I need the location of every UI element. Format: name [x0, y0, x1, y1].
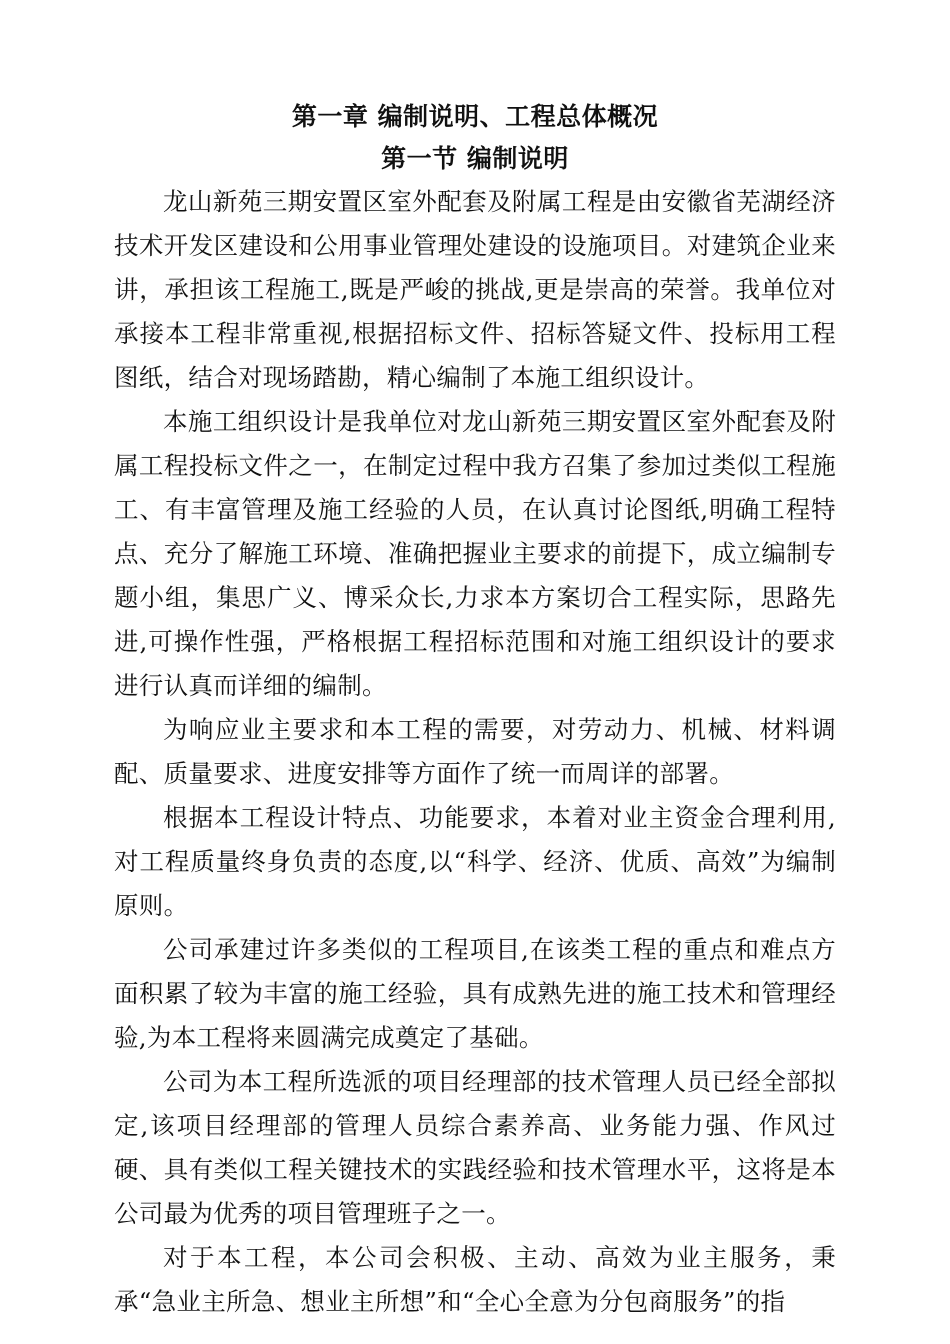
chapter-title: 第一章 编制说明、工程总体概况 — [291, 102, 659, 131]
paragraph-principles: 根据本工程设计特点、功能要求，本着对业主资金合理利用,对工程质量终身负责的态度,以“科学、经济、优质、高效”为编制原则。 — [114, 803, 836, 920]
paragraph-deployment: 为响应业主要求和本工程的需要，对劳动力、机械、材料调配、质量要求、进度安排等方面作了统一而周详的部署。 — [114, 715, 836, 788]
paragraph-design-process: 本施工组织设计是我单位对龙山新苑三期安置区室外配套及附属工程投标文件之一，在制定过程中我方召集了参加过类似工程施工、有丰富管理及施工经验的人员，在认真讨论图纸,明确工程特点、充分了解施工环境、准确把握业主要求的前提下，成立编制专题小组，集思广义、博采众长,力求本方案切合工程实际，思路先进,可操作性强，严格根据工程招标范围和对施工组织设计的要求进行认真而详细的编制。 — [114, 407, 836, 700]
paragraph-experience: 公司承建过许多类似的工程项目,在该类工程的重点和难点方面积累了较为丰富的施工经验，具有成熟先进的施工技术和管理经验,为本工程将来圆满完成奠定了基础。 — [114, 935, 836, 1052]
paragraph-service-commitment: 对于本工程，本公司会积极、主动、高效为业主服务，秉承“急业主所急、想业主所想”和“全心全意为分包商服务”的指 — [114, 1243, 836, 1316]
paragraph-project-team: 公司为本工程所选派的项目经理部的技术管理人员已经全部拟定,该项目经理部的管理人员综合素养高、业务能力强、作风过硬、具有类似工程关键技术的实践经验和技术管理水平，这将是本公司最为优秀的项目管理班子之一。 — [114, 1067, 836, 1228]
paragraph-compilation-purpose: 龙山新苑三期安置区室外配套及附属工程是由安徽省芜湖经济技术开发区建设和公用事业管理处建设的设施项目。对建筑企业来讲，承担该工程施工,既是严峻的挑战,更是崇高的荣誉。我单位对承接本工程非常重视,根据招标文件、招标答疑文件、投标用工程图纸，结合对现场踏勘，精心编制了本施工组织设计。 — [114, 187, 836, 392]
document-content — [114, 96, 836, 1324]
section-title: 第一节 编制说明 — [381, 144, 569, 173]
